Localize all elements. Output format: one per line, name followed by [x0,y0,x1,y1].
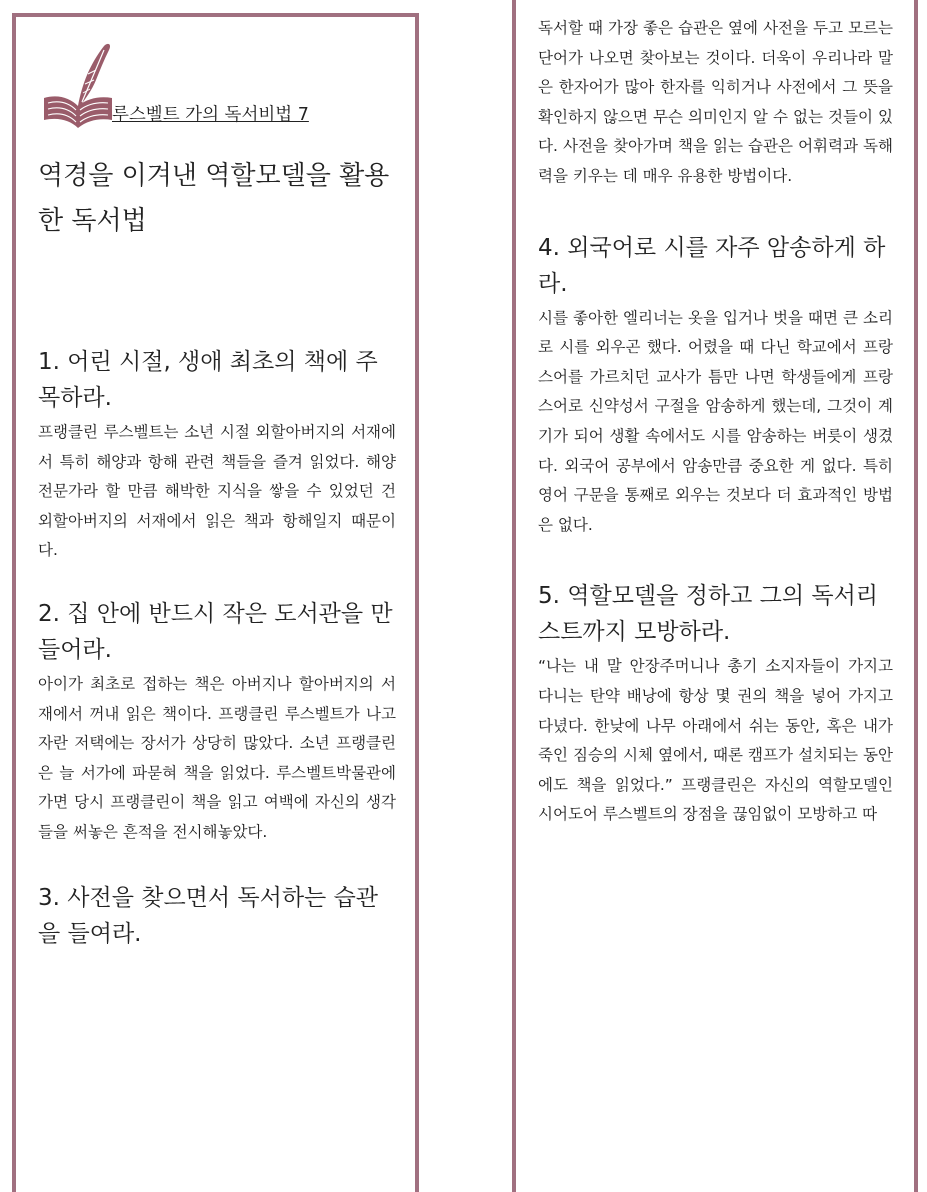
section-body: 프랭클린 루스벨트는 소년 시절 외할아버지의 서재에서 특히 해양과 항해 관련 책들을 즐겨 읽었다. 해양전문가라 할 만큼 해박한 지식을 쌓을 수 있었던 건 외할아버지의 서재에서 읽은 책과 항해일지 때문이다. [38,423,396,560]
section-heading: 3. 사전을 찾으면서 독서하는 습관을 들여라. [38,884,379,947]
section-body: 독서할 때 가장 좋은 습관은 옆에 사전을 두고 모르는 단어가 나오면 찾아보는 것이다. 더욱이 우리나라 말은 한자어가 많아 한자를 익히거나 사전에서 그 뜻을 확인하지 않으면 무슨 의미인지 알 수 없는 것들이 있다. 사전을 찾아가며 책을 읽는 습관은 어휘력과 독해력을 키우는 데 매우 유용한 방법이다. [538,19,893,185]
section-heading: 1. 어린 시절, 생애 최초의 책에 주목하라. [38,349,378,411]
section-heading: 5. 역할모델을 정하고 그의 독서리스트까지 모방하라. [538,583,879,646]
header [38,40,396,132]
left-column [38,40,396,952]
section-2 [38,596,396,848]
frame-right-border [914,0,918,1192]
section-1 [38,344,396,566]
section-body: 시를 좋아한 엘리너는 옷을 입거나 벗을 때면 큰 소리로 시를 외우곤 했다. 어렸을 때 다닌 학교에서 프랑스어를 가르치던 교사가 틈만 나면 학생들에게 프랑스어로 신약성서 구절을 암송하게 했는데, 그것이 계기가 되어 생활 속에서도 시를 암송하는 버릇이 생겼다. 외국어 공부에서 암송만큼 중요한 게 없다. 특히 영어 구문을 통째로 외우는 것보다 더 효과적인 방법은 없다. [538,308,893,534]
section-4 [538,230,893,541]
frame-top-border [12,13,419,17]
section-body: 아이가 최초로 접하는 책은 아버지나 할아버지의 서재에서 꺼내 읽은 책이다. 프랭클린 루스벨트가 나고 자란 저택에는 장서가 상당히 많았다. 소년 프랭클린은 늘 서가에 파묻혀 책을 읽었다. 루스벨트박물관에 가면 당시 프랭클린이 책을 읽고 여백에 자신의 생각들을 써놓은 흔적을 전시해놓았다. [38,674,396,841]
right-column [538,14,893,830]
main-title: 역경을 이겨낸 역할모델을 활용한 독서법 [38,161,390,236]
frame-left-border [12,13,16,1192]
book-quill-icon [38,40,114,132]
section-5 [538,578,893,830]
series-title[interactable]: 루스벨트 가의 독서비법 7 [112,105,309,125]
frame-right-border [415,13,419,1192]
section-body: “나는 내 말 안장주머니나 총기 소지자들이 가지고 다니는 탄약 배낭에 항상 몇 권의 책을 넣어 가지고 다녔다. 한낮에 나무 아래에서 쉬는 동안, 혹은 내가 죽인 짐승의 시체 옆에서, 때론 캠프가 설치되는 동안에도 책을 읽었다.” 프랭클린은 자신의 역할모델인 시어도어 루스벨트의 장점을 끊임없이 모방하고 따 [538,657,893,824]
frame-left-border [512,0,516,1192]
section-heading: 2. 집 안에 반드시 작은 도서관을 만들어라. [38,600,393,663]
section-heading: 4. 외국어로 시를 자주 암송하게 하라. [538,234,886,297]
section-3 [38,880,396,952]
